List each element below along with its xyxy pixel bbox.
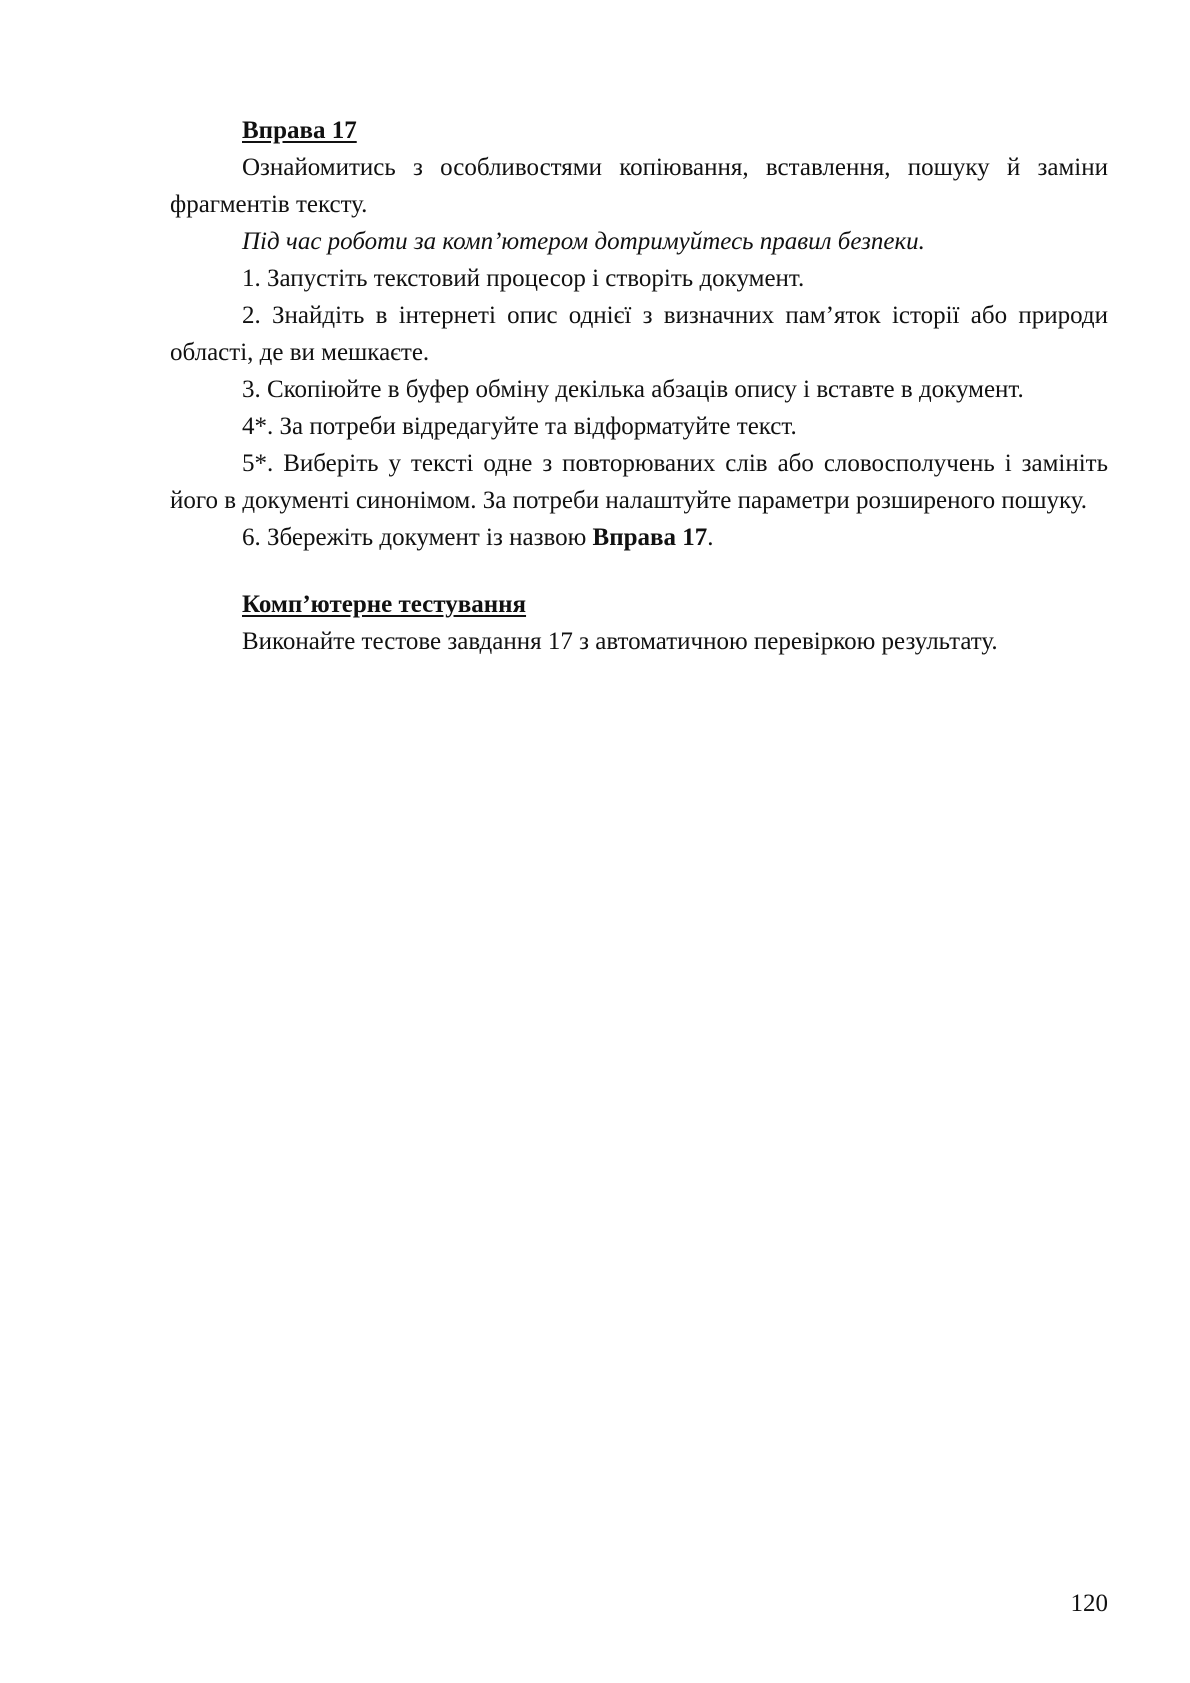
step-4: 4*. За потреби відредагуйте та відформатуйте текст.	[242, 413, 797, 440]
step-6-document-name: Вправа 17	[592, 524, 708, 551]
exercise-intro: Ознайомитись з особливостями копіювання, вставлення, пошуку й заміни фрагментів тексту.	[170, 154, 1108, 218]
step-6	[170, 519, 1108, 556]
testing-text: Виконайте тестове завдання 17 з автоматичною перевіркою результату.	[242, 628, 998, 655]
testing-title: Комп’ютерне тестування	[242, 591, 527, 618]
exercise-title: Вправа 17	[242, 117, 357, 144]
step-6-prefix: 6. Збережіть документ із назвою	[242, 524, 593, 551]
page-content	[170, 112, 1108, 660]
section-spacer	[170, 556, 1108, 586]
step-2: 2. Знайдіть в інтернеті опис однієї з визначних пам’яток історії або природи області, де ви мешкаєте.	[170, 302, 1108, 366]
step-6-suffix: .	[707, 524, 714, 551]
step-1: 1. Запустіть текстовий процесор і створіть документ.	[242, 265, 805, 292]
page-number: 120	[1070, 1590, 1108, 1617]
step-5: 5*. Виберіть у тексті одне з повторюваних слів або словосполучень і замініть його в документі синонімом. За потреби налаштуйте параметри розширеного пошуку.	[170, 450, 1108, 514]
safety-note: Під час роботи за комп’ютером дотримуйтесь правил безпеки.	[242, 228, 925, 255]
step-3: 3. Скопіюйте в буфер обміну декілька абзаців опису і вставте в документ.	[242, 376, 1024, 403]
